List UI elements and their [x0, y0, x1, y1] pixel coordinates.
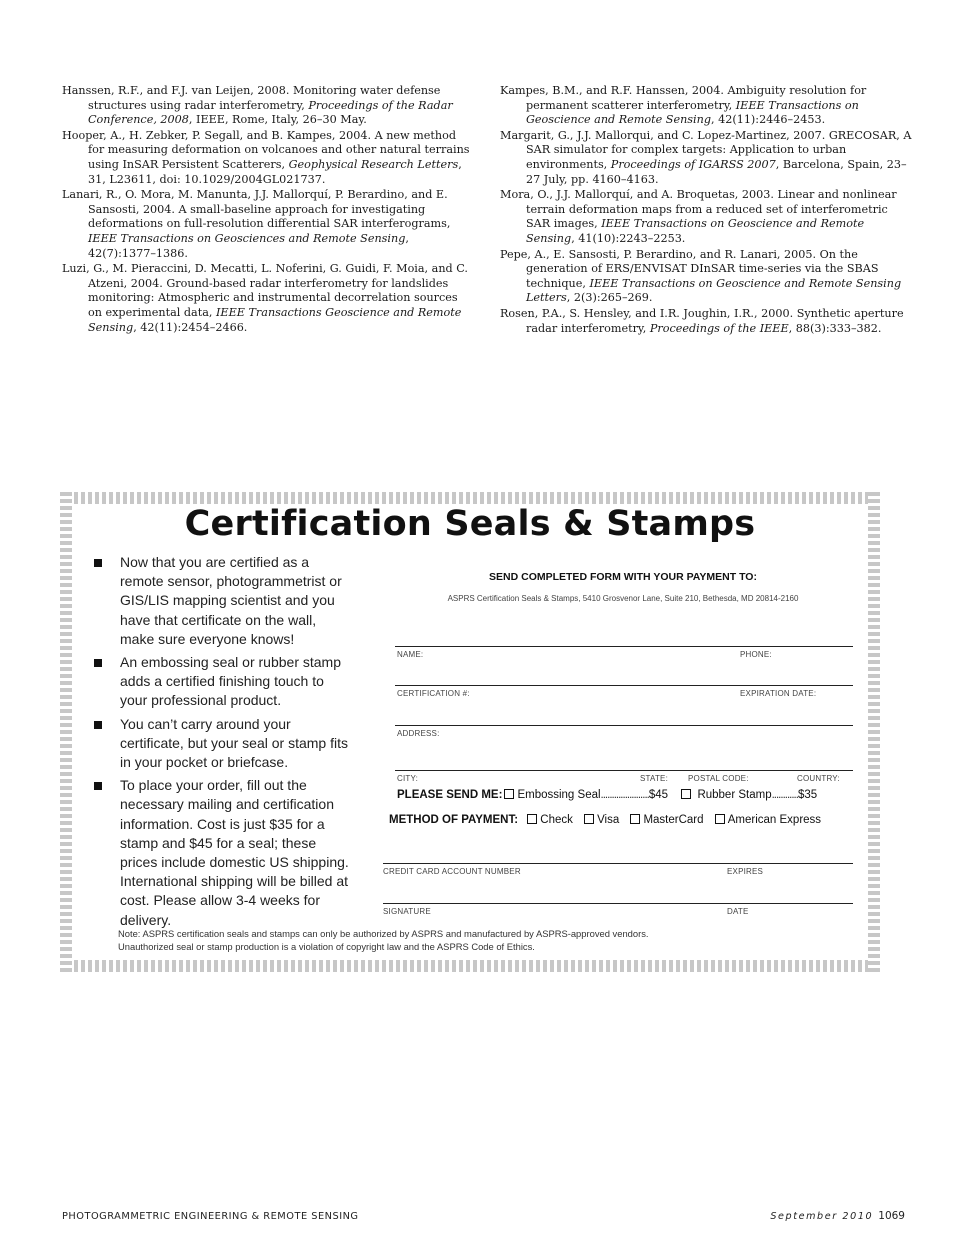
reference-entry: Kampes, B.M., and R.F. Hanssen, 2004. Ambiguity resolution for permanent scatterer interferometry, IEEE Transactions on Geoscience and Remote Sensing, 42(11):2446–2453. [500, 84, 867, 127]
address-line[interactable] [395, 725, 853, 726]
city-line[interactable] [395, 770, 853, 771]
frame-top-edge [60, 492, 880, 504]
references-section [62, 84, 912, 337]
visa-checkbox[interactable] [584, 814, 594, 824]
reference-entry: Rosen, P.A., S. Hensley, and I.R. Joughin, I.R., 2000. Synthetic aperture radar interferometry, Proceedings of the IEEE, 88(3):333–382. [500, 306, 904, 335]
city-label: CITY: [397, 774, 419, 783]
mailing-address: ASPRS Certification Seals & Stamps, 5410 Grosvenor Lane, Suite 210, Bethesda, MD 20814-2160 [447, 594, 799, 603]
expiration-label: EXPIRATION DATE: [740, 689, 817, 698]
reference-entry: Pepe, A., E. Sansosti, P. Berardino, and R. Lanari, 2005. On the generation of ERS/ENVISAT DInSAR time-series via the SBAS technique, IEEE Transactions on Geoscience and Remote Sensing Letters, 2(3):265–269. [500, 247, 902, 305]
reference-entry: Mora, O., J.J. Mallorquí, and A. Broquetas, 2003. Linear and nonlinear terrain deformation maps from a reduced set of interferometric SAR images, IEEE Transactions on Geoscience and Remote Sensing, 41(10):2243–2253. [500, 188, 897, 245]
embossing-seal-option: Embossing Seal [517, 789, 601, 801]
signature-line[interactable] [383, 903, 853, 904]
mastercard-checkbox[interactable] [630, 814, 640, 824]
rubber-stamp-option: Rubber Stamp [697, 789, 772, 801]
address-label: ADDRESS: [397, 729, 440, 738]
rubber-stamp-price: $35 [797, 789, 818, 801]
references-right-column [500, 84, 912, 337]
name-label: NAME: [397, 650, 424, 659]
send-heading: SEND COMPLETED FORM WITH YOUR PAYMENT TO: [489, 571, 757, 583]
issue-date: September 2010 [770, 1211, 874, 1222]
frame-bottom-edge [60, 960, 880, 972]
payment-option-mastercard: MasterCard [643, 814, 704, 826]
reference-entry: Luzi, G., M. Pieraccini, D. Mecatti, L. Noferini, G. Guidi, F. Moia, and C. Atzeni, 2004. Ground-based radar interferometry for landslides monitoring: Atmospheric and instrumental decorrelation sources on experimental data, IEEE Transactions Geoscience and Remote Sensing, 42(11):2454–2466. [62, 262, 468, 334]
country-label: COUNTRY: [797, 774, 840, 783]
journal-name: PHOTOGRAMMETRIC ENGINEERING & REMOTE SENSING [62, 1211, 359, 1222]
signature-label: SIGNATURE [383, 907, 431, 916]
reference-entry: Margarit, G., J.J. Mallorqui, and C. Lopez-Martinez, 2007. GRECOSAR, A SAR simulator for complex targets: Application to urban environments, Proceedings of IGARSS 2007, Barcelona, Spain, 23–27 July, pp. 4160–4163. [500, 128, 912, 186]
certification-line[interactable] [395, 685, 853, 686]
embossing-price: $45 [648, 789, 669, 801]
embossing-checkbox[interactable] [504, 789, 514, 799]
rubber-stamp-checkbox[interactable] [681, 789, 691, 799]
page-footer [770, 1210, 905, 1222]
expires-label: EXPIRES [727, 867, 764, 876]
leader-dots: ...................... [600, 789, 649, 801]
payment-method-label: METHOD OF PAYMENT: [389, 814, 519, 826]
credit-card-label: CREDIT CARD ACCOUNT NUMBER [383, 867, 521, 876]
list-item: You can’t carry around your certificate, but your seal or stamp fits in your pocket or briefcase. [92, 715, 357, 773]
list-item: An embossing seal or rubber stamp adds a certified finishing touch to your professional product. [92, 653, 357, 711]
frame-left-edge [60, 492, 72, 972]
amex-checkbox[interactable] [715, 814, 725, 824]
reference-entry: Lanari, R., O. Mora, M. Manunta, J.J. Mallorquí, P. Berardino, and E. Sansosti, 2004. A small-baseline approach for investigating deformations on full-resolution differential SAR interferograms, IEEE Transactions on Geosciences and Remote Sensing, 42(7):1377–1386. [62, 188, 451, 260]
benefits-list [92, 553, 357, 934]
list-item: Now that you are certified as a remote sensor, photogrammetrist or GIS/LIS mapping scientist and you have that certificate on the wall, make sure everyone knows! [92, 553, 357, 649]
payment-option-visa: Visa [597, 814, 620, 826]
references-left-column [62, 84, 474, 337]
certification-label: CERTIFICATION #: [397, 689, 470, 698]
send-me-row [397, 789, 817, 801]
check-checkbox[interactable] [527, 814, 537, 824]
reference-entry: Hooper, A., H. Zebker, P. Segall, and B. Kampes, 2004. A new method for measuring deformation on volcanoes and other natural terrains using InSAR Persistent Scatterers, Geophysical Research Letters, 31, L23611, doi: 10.1029/2004GL021737. [62, 128, 470, 186]
send-me-label: PLEASE SEND ME: [397, 789, 503, 801]
form-note: Note: ASPRS certification seals and stamps can only be authorized by ASPRS and manufactured by ASPRS-approved vendors. Unauthorized seal or stamp production is a violation of copyright law and the ASPRS Code of Ethics. [118, 928, 649, 952]
credit-card-line[interactable] [383, 863, 853, 864]
page-number: 1069 [878, 1210, 905, 1222]
date-label: DATE [727, 907, 749, 916]
leader-dots: ............ [771, 789, 798, 801]
payment-option-american-express: American Express [727, 814, 822, 826]
state-label: STATE: [640, 774, 669, 783]
name-phone-line[interactable] [395, 646, 853, 647]
frame-right-edge [868, 492, 880, 972]
postal-code-label: POSTAL CODE: [688, 774, 749, 783]
payment-option-check: Check [540, 814, 573, 826]
reference-entry: Hanssen, R.F., and F.J. van Leijen, 2008. Monitoring water defense structures using radar interferometry, Proceedings of the Radar Conference, 2008, IEEE, Rome, Italy, 26–30 May. [62, 84, 453, 127]
payment-method-row [389, 814, 827, 826]
form-title: Certification Seals & Stamps [184, 504, 756, 544]
phone-label: PHONE: [740, 650, 772, 659]
list-item: To place your order, fill out the necessary mailing and certification information. Cost is just $35 for a stamp and $45 for a seal; these prices include domestic US shipping. International shipping will be billed at cost. Please allow 3-4 weeks for delivery. [92, 776, 357, 930]
